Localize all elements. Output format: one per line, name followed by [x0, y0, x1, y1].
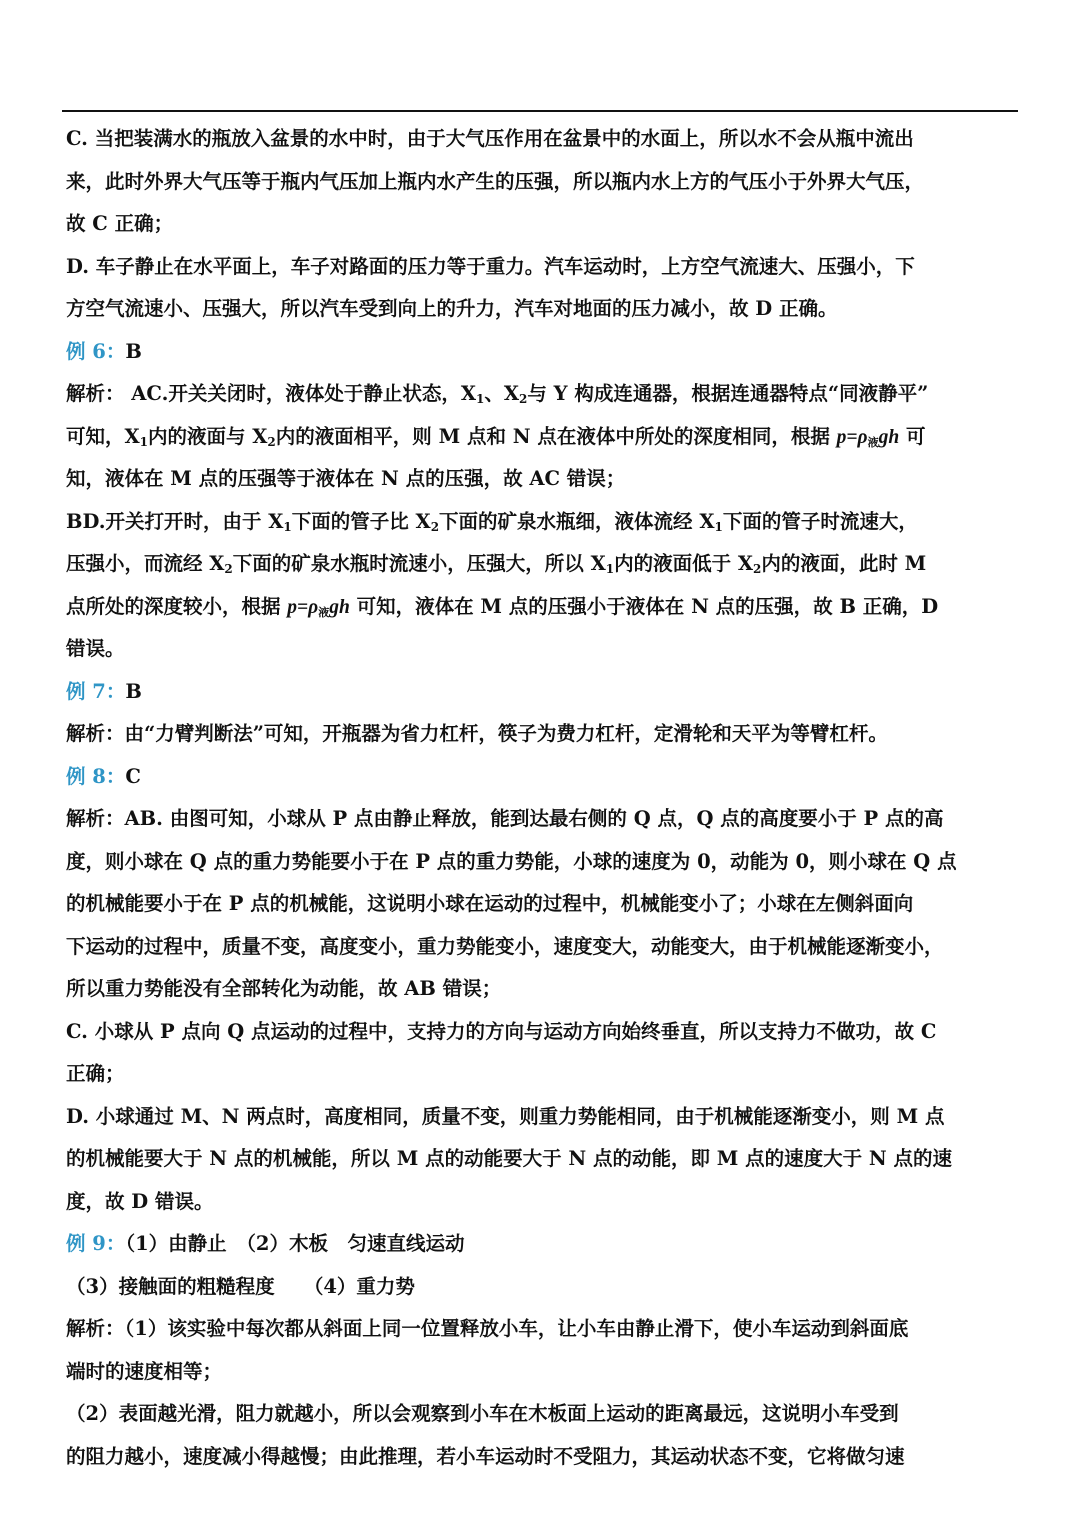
subscript: 2	[430, 519, 440, 534]
formula-var: =ρ	[846, 426, 868, 448]
text-line: 来，此时外界大气压等于瓶内气压加上瓶内水产生的压强，所以瓶内水上方的气压小于外界大气压，	[66, 169, 925, 193]
text-span: 可	[899, 424, 926, 448]
text-line	[66, 373, 1016, 416]
text-span: BD.开关打开时，由于 X	[66, 509, 284, 533]
text-line: 下运动的过程中，质量不变，高度变小，重力势能变小，速度变大，动能变大，由于机械能逐渐变小，	[66, 934, 944, 958]
formula-var: =ρ	[297, 596, 319, 618]
text-span: 下面的矿泉水瓶细，液体流经 X	[439, 509, 715, 533]
text-span: 与 Y 构成连通器，根据连通器特点“同液静平”	[527, 382, 929, 405]
text-line: 的阻力越小，速度减小得越慢；由此推理，若小车运动时不受阻力，其运动状态不变，它将做匀速	[66, 1444, 905, 1468]
text-line: D. 小球通过 M、N 两点时，高度相同，质量不变，则重力势能相同，由于机械能逐渐变小，则 M 点	[66, 1104, 945, 1128]
text-line	[66, 586, 1016, 629]
example-6-heading	[66, 331, 1016, 374]
text-span: 解析： AC.开关关闭时，液体处于静止状态，X	[66, 382, 477, 405]
pressure-formula	[837, 425, 900, 448]
text-span: 内的液面相平，则 M 点和 N 点在液体中所处的深度相同，根据	[275, 424, 837, 448]
formula-var: p	[836, 426, 847, 448]
text-line: 端时的速度相等；	[66, 1359, 223, 1383]
example-answer: （1）由静止 （2）木板 匀速直线运动	[125, 1232, 465, 1255]
text-line: D. 车子静止在水平面上，车子对路面的压力等于重力。汽车运动时，上方空气流速大、压强小，下	[66, 254, 915, 278]
text-line: 方空气流速小、压强大，所以汽车受到向上的升力，汽车对地面的压力减小，故 D 正确。	[66, 297, 838, 320]
subscript: 1	[139, 434, 148, 449]
text-span: 压强小，而流经 X	[66, 552, 225, 575]
text-span: 下面的矿泉水瓶时流速小，压强大，所以 X	[232, 552, 606, 575]
example-label: 例 7：	[66, 679, 126, 703]
answer-content	[66, 118, 1016, 1478]
example-label: 例 9：	[66, 1232, 126, 1255]
text-line	[66, 501, 1016, 544]
text-line: 知，液体在 M 点的压强等于液体在 N 点的压强，故 AC 错误；	[66, 467, 626, 490]
text-span: 内的液面与 X	[148, 424, 268, 448]
example-7-heading	[66, 671, 1016, 714]
text-span: 下面的管子比 X	[291, 509, 431, 533]
text-span: 内的液面低于 X	[614, 552, 753, 575]
example-8-heading	[66, 756, 1016, 799]
example-answer: （3）接触面的粗糙程度 （4）重力势	[66, 1274, 415, 1298]
formula-var: gh	[329, 596, 350, 618]
subscript: 1	[283, 519, 292, 534]
text-line: 所以重力势能没有全部转化为动能，故 AB 错误；	[66, 977, 502, 1000]
text-line: 正确；	[66, 1062, 125, 1085]
text-line	[66, 416, 1016, 459]
text-span: 、X	[484, 382, 520, 405]
example-9-heading	[66, 1223, 1016, 1266]
text-span: 可知，液体在 M 点的压强小于液体在 N 点的压强，故 B 正确，D	[349, 594, 939, 618]
formula-subscript: 液	[318, 605, 330, 619]
example-answer: B	[125, 679, 142, 703]
subscript: 2	[519, 392, 528, 406]
text-line: 度，故 D 错误。	[66, 1189, 214, 1213]
example-answer: C	[125, 764, 141, 788]
text-line: 错误。	[66, 637, 125, 660]
text-span: 下面的管子时流速大，	[722, 509, 918, 533]
subscript: 1	[714, 519, 723, 534]
formula-var: p	[287, 596, 298, 618]
example-label: 例 6：	[66, 339, 126, 363]
subscript: 2	[224, 562, 233, 576]
text-line: 故 C 正确；	[66, 212, 174, 235]
text-line: 解析：AB. 由图可知，小球从 P 点由静止释放，能到达最右侧的 Q 点，Q 点的高度要小于 P 点的高	[66, 807, 944, 830]
formula-var: gh	[878, 426, 900, 448]
text-line: C. 小球从 P 点向 Q 点运动的过程中，支持力的方向与运动方向始终垂直，所以支持力不做功，故 C	[66, 1019, 937, 1043]
formula-subscript: 液	[867, 435, 879, 449]
subscript: 2	[267, 434, 276, 449]
text-line	[66, 543, 1016, 586]
subscript: 1	[605, 562, 615, 576]
text-span: 可知，X	[66, 424, 140, 448]
text-line: C. 当把装满水的瓶放入盆景的水中时，由于大气压作用在盆景中的水面上，所以水不会从瓶中流出	[66, 127, 914, 150]
text-span: 内的液面，此时 M	[761, 552, 927, 575]
subscript: 1	[476, 392, 485, 406]
text-line: 的机械能要大于 N 点的机械能，所以 M 点的动能要大于 N 点的动能，即 M 点的速度大于 N 点的速	[66, 1147, 953, 1170]
header-rule	[62, 110, 1018, 112]
text-line: 解析：（1）该实验中每次都从斜面上同一位置释放小车，让小车由静止滑下，使小车运动到斜面底	[66, 1317, 909, 1340]
text-span: 点所处的深度较小，根据	[66, 594, 288, 618]
text-line: 度，则小球在 Q 点的重力势能要小于在 P 点的重力势能，小球的速度为 0，动能为 0，则小球在 Q 点	[66, 849, 957, 873]
text-line: 的机械能要小于在 P 点的机械能，这说明小球在运动的过程中，机械能变小了；小球在左侧斜面向	[66, 892, 914, 915]
example-answer: B	[125, 339, 142, 363]
subscript: 2	[752, 562, 762, 576]
example-label: 例 8：	[66, 764, 126, 788]
pressure-formula	[287, 595, 350, 618]
text-line: （2）表面越光滑，阻力就越小，所以会观察到小车在木板面上运动的距离最远，这说明小车受到	[66, 1402, 899, 1425]
text-line: 解析：由“力臂判断法”可知，开瓶器为省力杠杆，筷子为费力杠杆，定滑轮和天平为等臂杠杆。	[66, 722, 888, 745]
